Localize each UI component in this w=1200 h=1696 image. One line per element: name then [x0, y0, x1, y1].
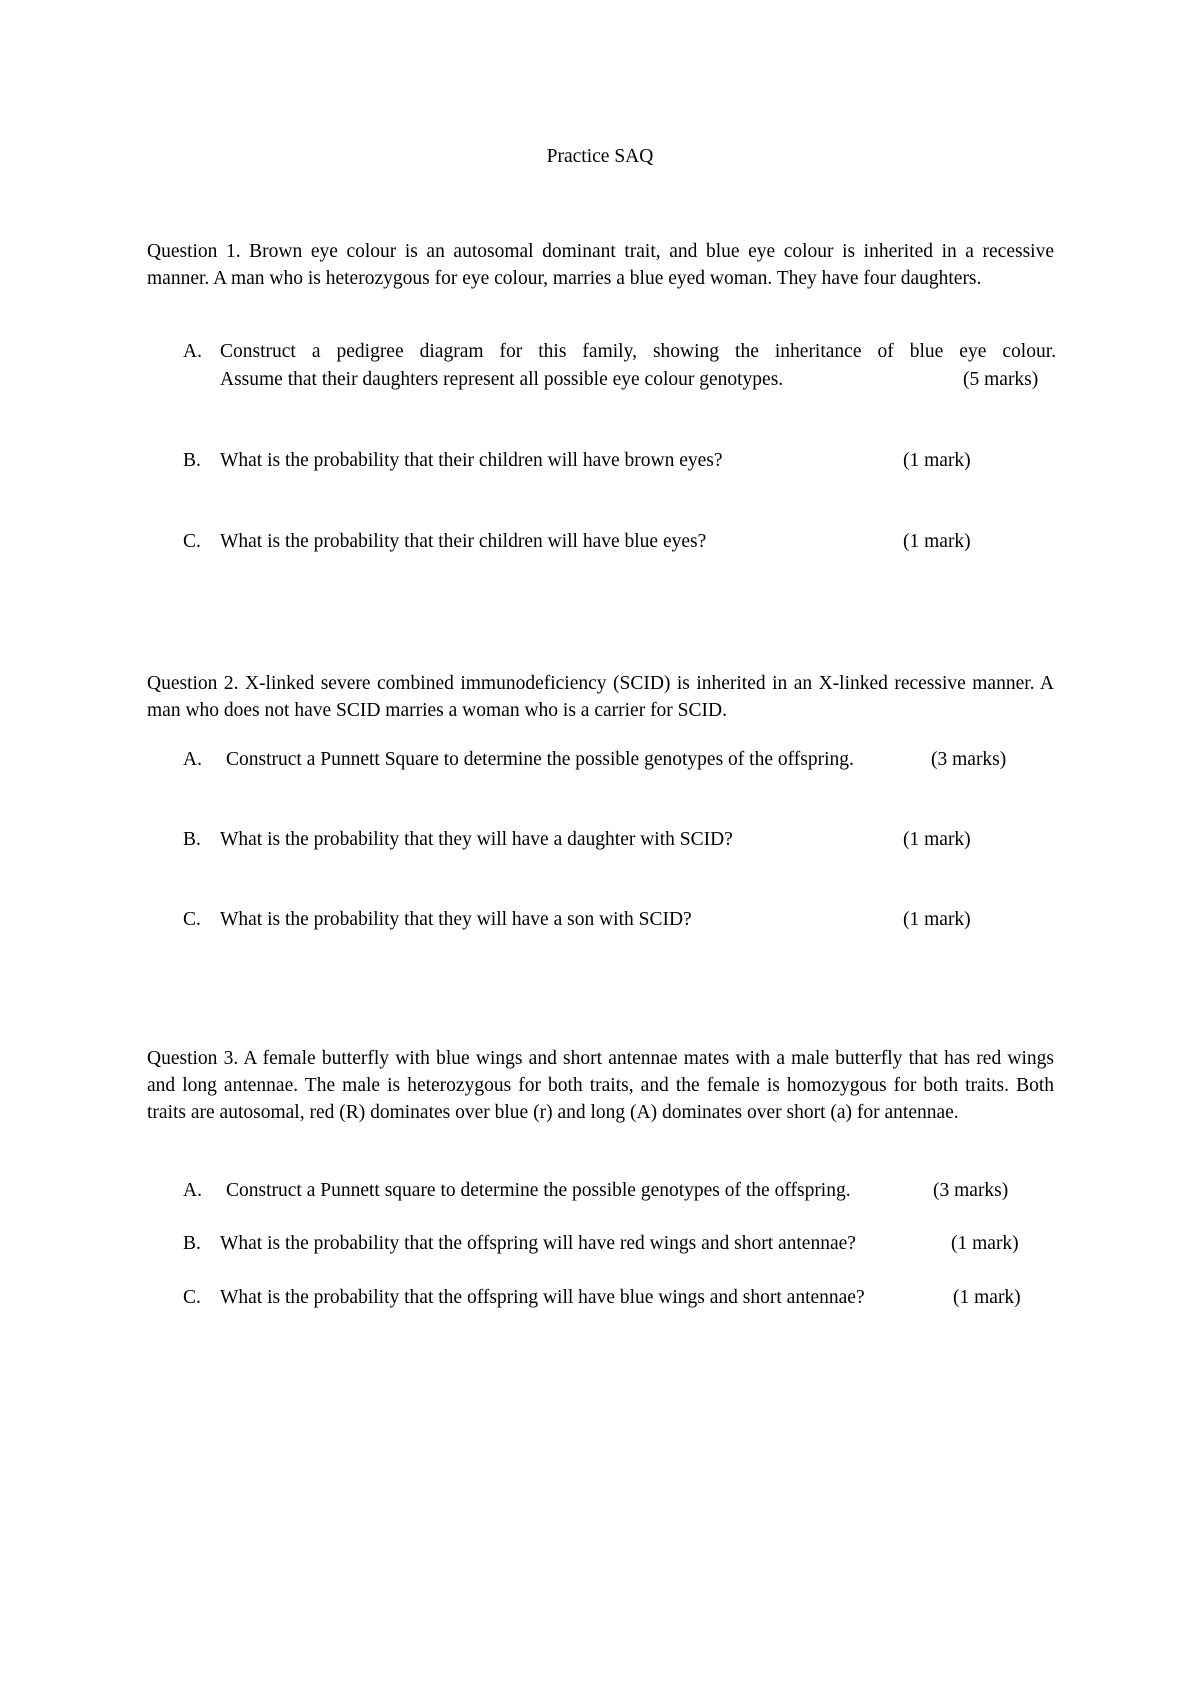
question-1-text: Question 1. Brown eye colour is an autosomal dominant trait, and blue eye colour is inherited in a recessive manner. A man who is heterozygous for eye colour, marries a blue eyed woman. They have four daughters.	[147, 241, 1054, 289]
part-text: What is the probability that their children will have brown eyes?	[220, 450, 723, 471]
part-letter: A.	[183, 341, 202, 362]
part-text-line-1: Construct a pedigree diagram for this family, showing the inheritance of blue eye colour.	[220, 341, 1056, 362]
marks-label: (1 mark)	[903, 450, 971, 471]
page-title: Practice SAQ	[546, 146, 654, 167]
part-letter: C.	[183, 531, 201, 552]
part-letter: C.	[183, 1287, 201, 1308]
marks-label: (1 mark)	[951, 1233, 1019, 1254]
part-text: What is the probability that the offspring will have blue wings and short antennae?	[220, 1287, 865, 1308]
part-text: Construct a Punnett square to determine the possible genotypes of the offspring.	[226, 1180, 851, 1201]
part-letter: A.	[183, 749, 202, 770]
part-text	[220, 338, 1056, 394]
marks-label: (1 mark)	[953, 1287, 1021, 1308]
part-text: What is the probability that they will have a son with SCID?	[220, 909, 692, 930]
marks-label: (5 marks)	[963, 369, 1039, 390]
marks-label: (3 marks)	[933, 1180, 1009, 1201]
marks-label: (1 mark)	[903, 829, 971, 850]
question-2-text: Question 2. X-linked severe combined immunodeficiency (SCID) is inherited in an X-linked recessive manner. A man who does not have SCID marries a woman who is a carrier for SCID.	[147, 673, 1054, 721]
part-letter: B.	[183, 829, 201, 850]
marks-label: (1 mark)	[903, 531, 971, 552]
part-letter: A.	[183, 1180, 202, 1201]
part-text: Construct a Punnett Square to determine the possible genotypes of the offspring.	[226, 749, 854, 770]
question-3-text: Question 3. A female butterfly with blue wings and short antennae mates with a male butterfly that has red wings and long antennae. The male is heterozygous for both traits, and the female is homozygous for both traits. Both traits are autosomal, red (R) dominates over blue (r) and long (A) dominates over short (a) for antennae.	[147, 1048, 1054, 1123]
part-text: What is the probability that the offspring will have red wings and short antennae?	[220, 1233, 856, 1254]
part-text-line-2: Assume that their daughters represent all possible eye colour genotypes.	[220, 369, 784, 390]
marks-label: (1 mark)	[903, 909, 971, 930]
part-letter: B.	[183, 450, 201, 471]
part-text: What is the probability that they will have a daughter with SCID?	[220, 829, 733, 850]
part-text: What is the probability that their children will have blue eyes?	[220, 531, 707, 552]
marks-label: (3 marks)	[931, 749, 1007, 770]
part-letter: B.	[183, 1233, 201, 1254]
part-letter: C.	[183, 909, 201, 930]
